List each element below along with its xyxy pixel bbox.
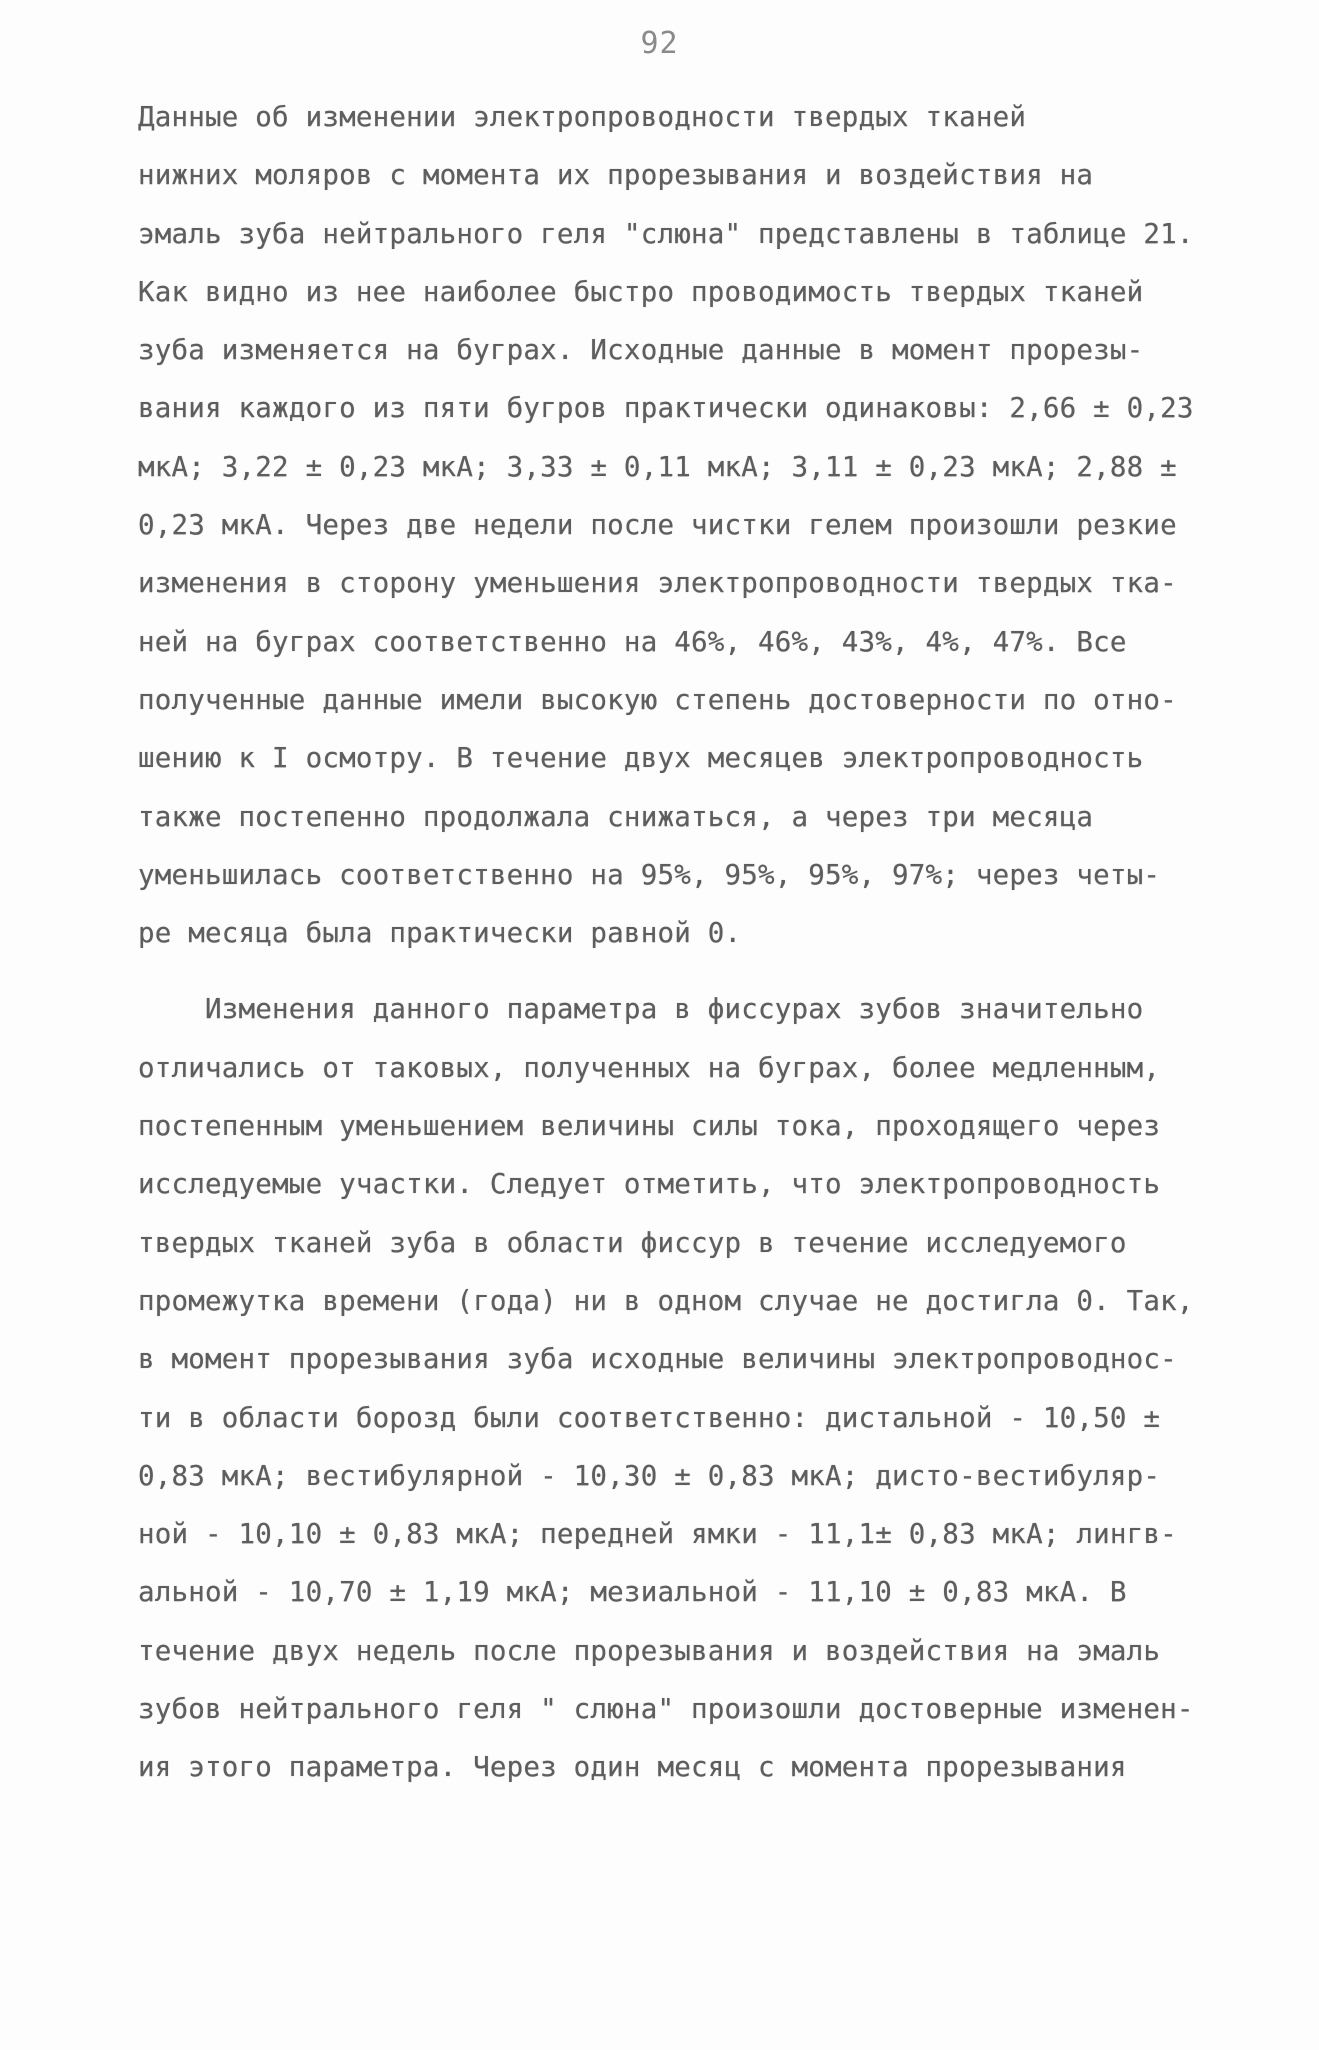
page-number: 92 [640,26,679,61]
text-line: течение двух недель после прорезывания и воздействия на эмаль [138,1634,1161,1667]
text-line: изменения в сторону уменьшения электропроводности твердых тка- [138,567,1177,600]
paragraph-gap [138,962,1248,980]
text-line: также постепенно продолжала снижаться, а через три месяца [138,800,1094,833]
text-line: вания каждого из пяти бугров практически одинаковы: 2,66 ± 0,23 [138,392,1194,425]
paragraph [138,88,1248,962]
text-line: шению к I осмотру. В течение двух месяцев электропроводность [138,742,1144,775]
text-line: зуба изменяется на буграх. Исходные данные в момент прорезы- [138,334,1144,367]
text-line: Как видно из нее наиболее быстро проводимость твердых тканей [138,275,1144,308]
text-line: промежутка времени (года) ни в одном случае не достигла 0. Так, [138,1284,1194,1317]
text-line: отличались от таковых, полученных на буграх, более медленным, [138,1051,1161,1084]
text-line: 0,23 мкА. Через две недели после чистки гелем произошли резкие [138,509,1177,542]
text-line: постепенным уменьшением величины силы тока, проходящего через [138,1110,1161,1143]
paragraph [138,980,1248,1796]
text-line: ной - 10,10 ± 0,83 мкА; передней ямки - 11,1± 0,83 мкА; лингв- [138,1518,1177,1551]
text-line: эмаль зуба нейтрального геля "слюна" представлены в таблице 21. [138,217,1194,250]
text-line: ти в области борозд были соответственно: дистальной - 10,50 ± [138,1401,1161,1434]
text-line: зубов нейтрального геля " слюна" произошли достоверные изменен- [138,1693,1194,1726]
text-line: уменьшилась соответственно на 95%, 95%, 95%, 97%; через четы- [138,858,1161,891]
text-line: ре месяца была практически равной 0. [138,917,742,950]
text-line: Данные об изменении электропроводности твердых тканей [138,101,1027,133]
text-line: твердых тканей зуба в области фиссур в течение исследуемого [138,1226,1127,1259]
text-line: Изменения данного параметра в фиссурах зубов значительно [138,993,1144,1026]
text-line: ней на буграх соответственно на 46%, 46%, 43%, 4%, 47%. Все [138,625,1127,658]
text-line: в момент прорезывания зуба исходные величины электропроводнос- [138,1343,1177,1376]
text-line: ия этого параметра. Через один месяц с момента прорезывания [138,1751,1127,1784]
text-line: исследуемые участки. Следует отметить, что электропроводность [138,1168,1161,1201]
text-line: нижних моляров с момента их прорезывания и воздействия на [138,159,1094,192]
text-line: альной - 10,70 ± 1,19 мкА; мезиальной - 11,10 ± 0,83 мкА. В [138,1576,1127,1609]
text-line: полученные данные имели высокую степень достоверности по отно- [138,683,1177,716]
text-line: 0,83 мкА; вестибулярной - 10,30 ± 0,83 мкА; дисто-вестибуляр- [138,1459,1161,1492]
text-line: мкА; 3,22 ± 0,23 мкА; 3,33 ± 0,11 мкА; 3,11 ± 0,23 мкА; 2,88 ± [138,450,1177,483]
body-text [138,88,1248,1797]
